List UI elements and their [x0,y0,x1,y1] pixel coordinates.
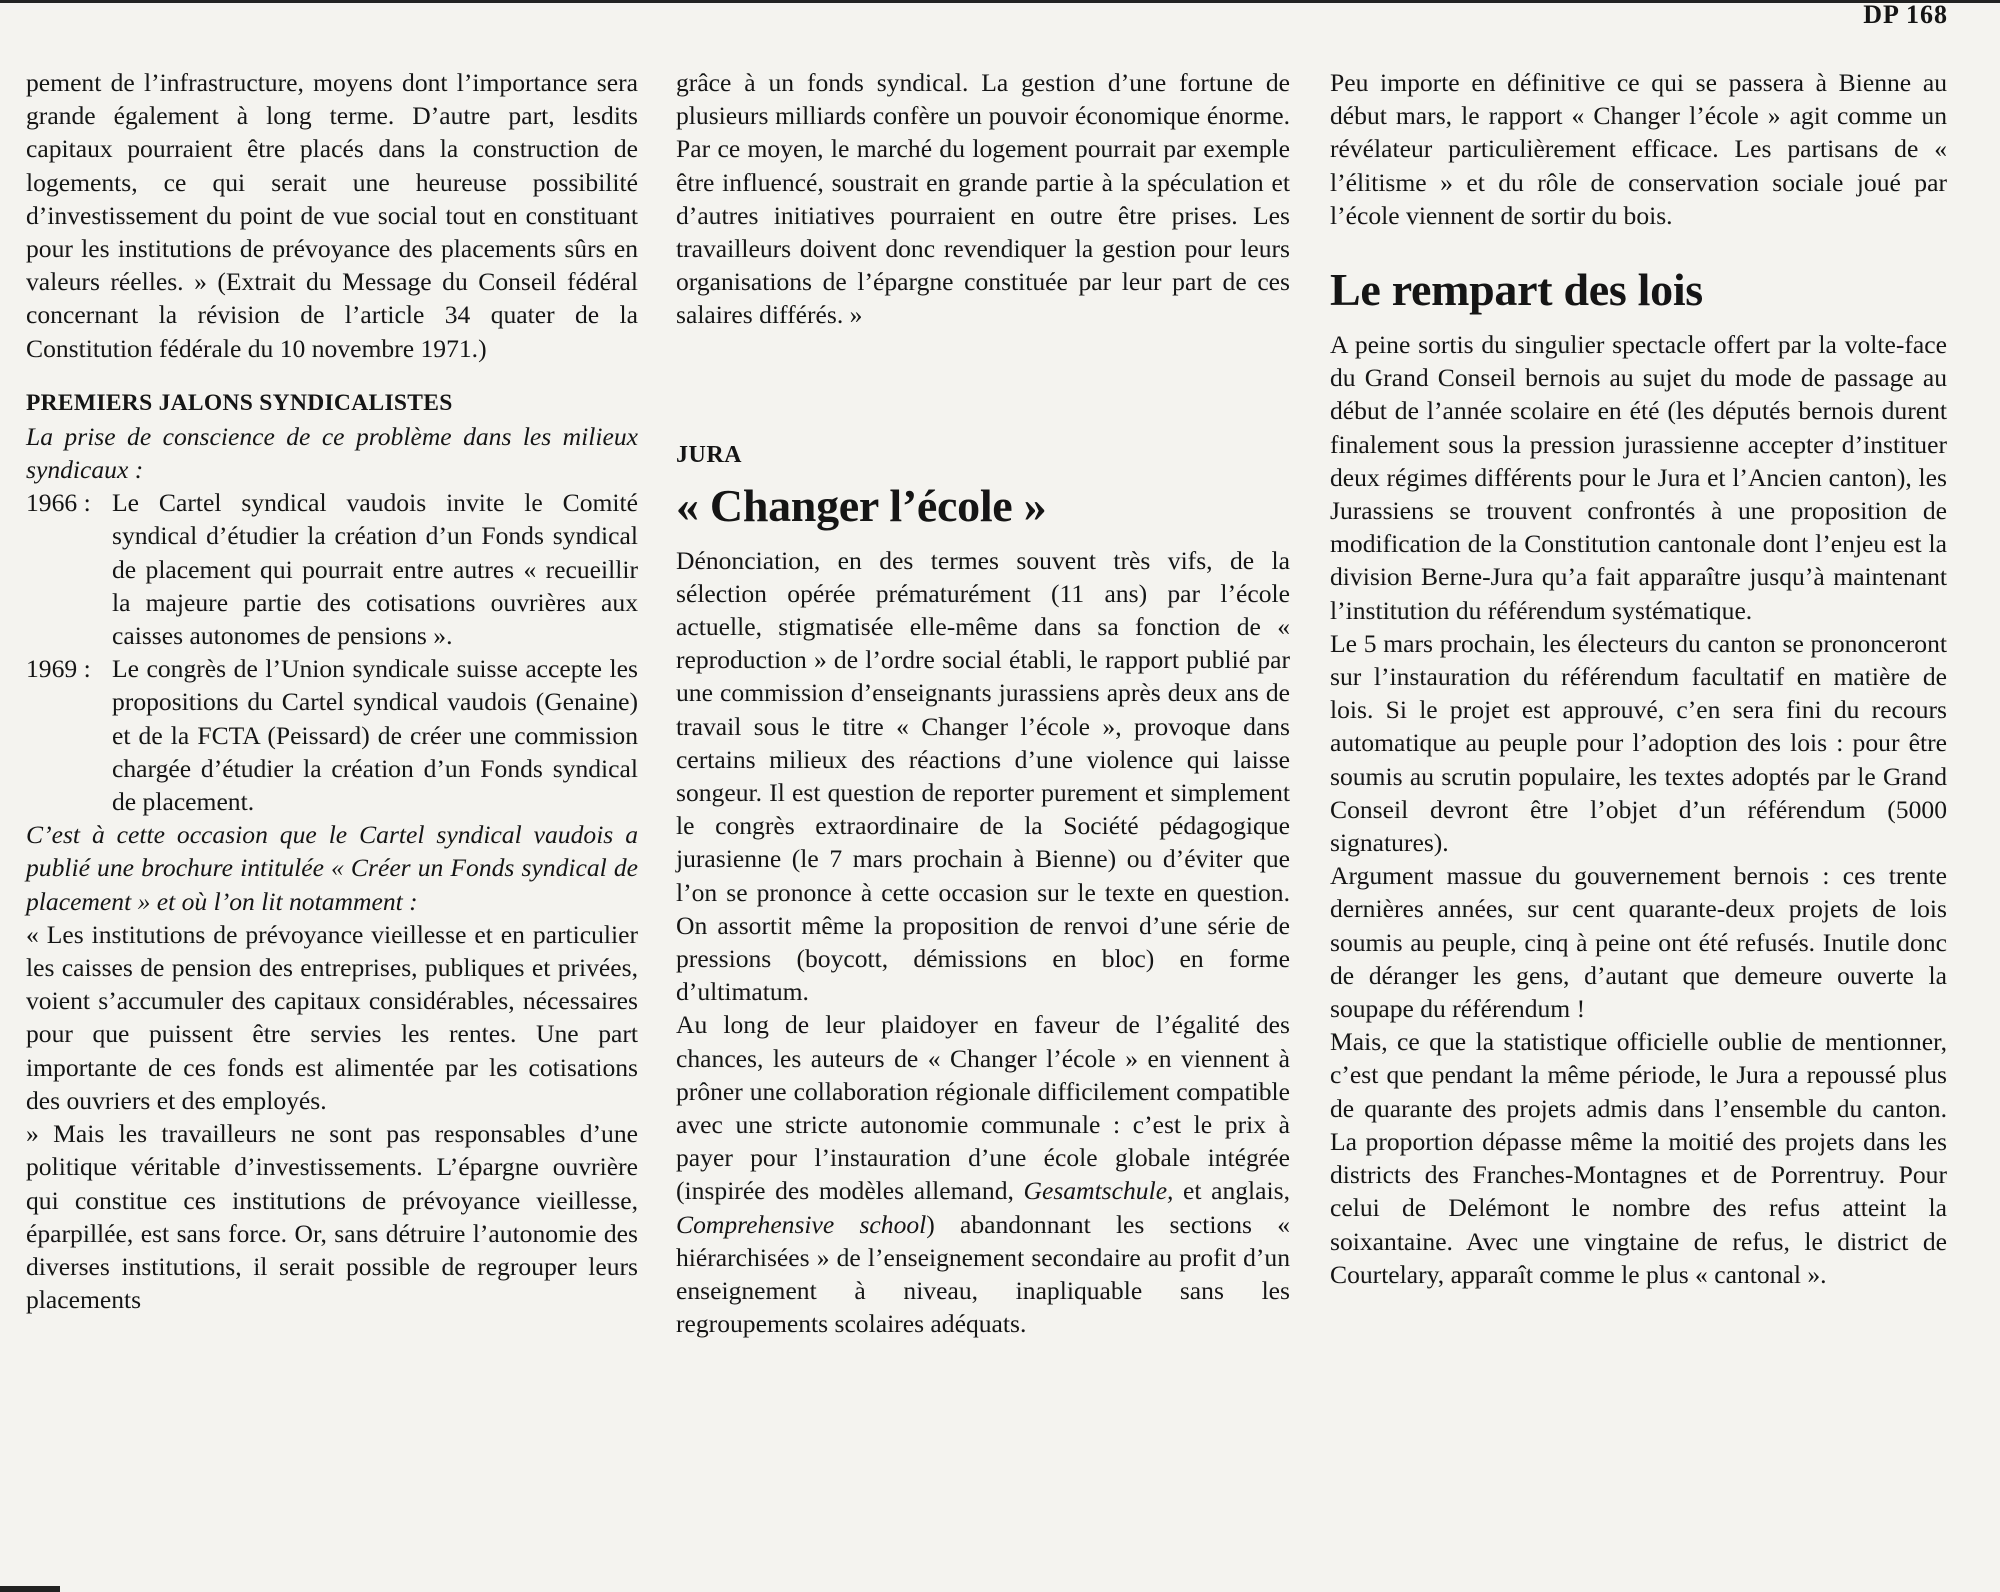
top-rule [0,0,2000,3]
col2-p3-text-b: et anglais, [1173,1176,1290,1206]
col3-paragraph-4: Argument massue du gouvernement bernois : ces trente dernières années, sur cent quarante-deux projets de lois soumis au peuple, cinq à peine ont été refusés. Inutile donc de déranger les gens, d’autant que demeure ouverte la soupape du référendum ! [1330,861,1947,1024]
entry-text: Le congrès de l’Union syndicale suisse accepte les propositions du Cartel syndical vaudois (Genaine) et de la FCTA (Peissard) de créer une commission chargée d’étudier la création d’un Fonds syndical de placement. [112,654,638,817]
section-rubric: JURA [676,441,742,468]
col1-paragraph-1: pement de l’infrastructure, moyens dont l’importance sera grande également à long terme. D’autre part, lesdits capitaux pourraient être placés dans la construction de logements, ce qui serait une heureuse possibilité d’investissement du point de vue social tout en constituant pour les institutions de prévoyance des placements sûrs en valeurs réelles. » (Extrait du Message du Conseil fédéral concernant la révision de l’article 34 quater de la Constitution fédérale du 10 novembre 1971.) [26,68,638,363]
page-folio: DP 168 [1863,0,1948,29]
chronology-entry [26,486,638,652]
col1-intro: La prise de conscience de ce problème dans les milieux syndicaux : [26,421,638,485]
col2-paragraph-1: grâce à un fonds syndical. La gestion d’une fortune de plusieurs milliards confère un pouvoir économique énorme. Par ce moyen, le marché du logement pourrait par exemple être influencé, soustrait en grande partie à la spéculation et d’autres initiatives pourraient en outre être prises. Les travailleurs doivent donc revendiquer la gestion pour leurs organisations de l’épargne constituée par leur part de ces salaires différés. » [676,68,1290,330]
col3-paragraph-2: A peine sortis du singulier spectacle offert par la volte-face du Grand Conseil bernois au sujet du mode de passage au début de l’année scolaire en été (les députés bernois durent finalement sous la pression jurassienne accepter d’instituer deux régimes différents pour le Jura et l’Ancien canton), les Jurassiens se trouvent confrontés à une proposition de modification de la Constitution cantonale dont l’enjeu est la division Berne-Jura qu’a fait apparaître jusqu’à maintenant l’institution du référendum systématique. [1330,330,1947,625]
col3-paragraph-3: Le 5 mars prochain, les électeurs du canton se prononceront sur l’instauration du référendum facultatif en matière de lois. Si le projet est approuvé, c’en sera fini du recours automatique au peuple pour l’adoption des lois : pour être soumis au scrutin populaire, les textes adoptés par le Grand Conseil devront être l’objet d’un référendum (5000 signatures). [1330,628,1947,858]
article-headline: Le rempart des lois [1330,264,1703,316]
entry-year: 1969 : [26,654,91,684]
col2-p3-emphasis-1: Gesamtschule, [1023,1176,1174,1206]
col1-quote-2: » Mais les travailleurs ne sont pas responsables d’une politique véritable d’investissements. L’épargne ouvrière qui constitue ces institutions de prévoyance vieillesse, éparpillée, est sans force. Or, sans détruire l’autonomie des diverses institutions, il serait possible de regrouper leurs placements [26,1119,638,1315]
column-1 [26,66,638,1316]
column-2 [676,66,1290,1341]
col3-paragraph-1: Peu importe en définitive ce qui se passera à Bienne au début mars, le rapport « Changer l’école » agit comme un révélateur particulièrement efficace. Les partisans de « l’élitisme » et du rôle de conservation sociale joué par l’école viennent de sortir du bois. [1330,68,1947,230]
col3-paragraph-5: Mais, ce que la statistique officielle oublie de mentionner, c’est que pendant la même période, le Jura a repoussé plus de quarante des projets admis dans l’ensemble du canton. La proportion dépasse même la moitié des projets dans les districts des Franches-Montagnes et de Porrentruy. Pour celui de Delémont le nombre des refus atteint la soixantaine. Avec une vingtaine de refus, le district de Courtelary, apparaît comme le plus « cantonal ». [1330,1027,1947,1289]
col2-p3-text-a: Au long de leur plaidoyer en faveur de l’égalité des chances, les auteurs de « Changer l’école » en viennent à prôner une collaboration régionale difficilement compatible avec une stricte autonomie communale : c’est le prix à payer pour l’instauration d’une école globale intégrée (inspirée des modèles allemand, [676,1010,1290,1206]
col2-p3-emphasis-2: Comprehensive school [676,1209,927,1239]
col2-paragraph-3 [676,1008,1290,1340]
col2-p3-text-c: ) abandonnant les sections « hiérarchisées » de l’enseignement secondaire au profit d’un enseignement à niveau, inapliquable sans les regroupements scolaires adéquats. [676,1209,1290,1339]
col1-quote-1: « Les institutions de prévoyance vieillesse et en particulier les caisses de pension des entreprises, publiques et privées, voient s’accumuler des capitaux considérables, nécessaires pour que puissent être servies les rentes. Une part importante de ces fonds est alimentée par les cotisations des ouvriers et des employés. [26,919,638,1115]
col1-italic-note: C’est à cette occasion que le Cartel syndical vaudois a publié une brochure intitulée « Créer un Fonds syndical de placement » et où l’on lit notamment : [26,820,638,916]
column-3 [1330,66,1947,1291]
section-subhead: PREMIERS JALONS SYNDICALISTES [26,389,453,416]
bottom-edge-mark [0,1586,60,1592]
chronology-entry [26,652,638,818]
article-headline: « Changer l’école » [676,479,1047,531]
entry-text: Le Cartel syndical vaudois invite le Comité syndical d’étudier la création d’un Fonds syndical de placement qui pourrait entre autres « recueillir la majeure partie des cotisations ouvrières aux caisses autonomes de pensions ». [112,488,638,651]
col2-paragraph-2: Dénonciation, en des termes souvent très vifs, de la sélection opérée prématurément (11 ans) par l’école actuelle, stigmatisée elle-même dans sa fonction de « reproduction » de l’ordre social établi, le rapport publié par une commission d’enseignants jurassiens après deux ans de travail sous le titre « Changer l’école », provoque dans certains milieux des réactions d’une violence qui laisse songeur. Il est question de reporter purement et simplement le congrès extraordinaire de la Société pédagogique jurasienne (le 7 mars prochain à Bienne) ou d’éviter que l’on se prononce à cette occasion sur le texte en question. On assortit même la proposition de renvoi d’une série de pressions (boycott, démissions en bloc) en forme d’ultimatum. [676,545,1290,1007]
entry-year: 1966 : [26,488,91,518]
